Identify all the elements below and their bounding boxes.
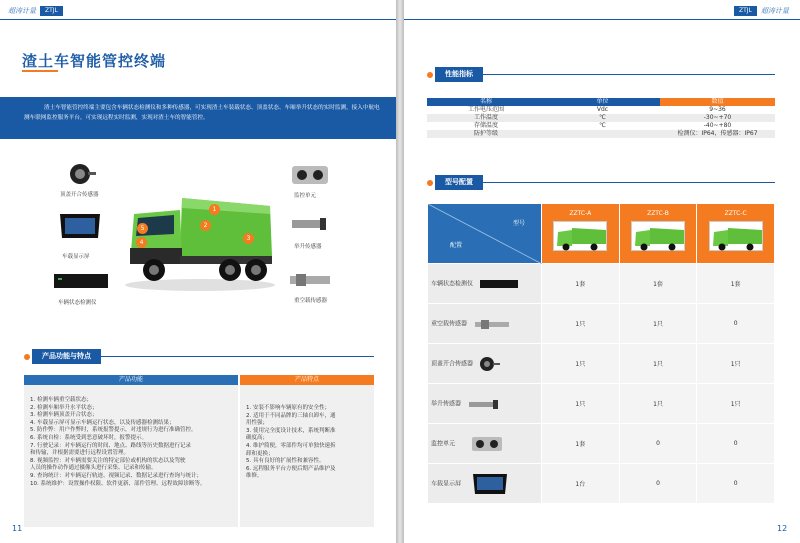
feature-item: 5. 具有良好的扩展性和兼容性。	[246, 458, 325, 465]
config-cell: 0	[697, 464, 775, 504]
table-cell: -30~+70	[660, 114, 775, 122]
section-dot	[24, 354, 30, 360]
config-row-label-cell	[428, 464, 542, 504]
marker-5: 5	[137, 223, 148, 234]
functions-header: 产品功能	[24, 375, 238, 385]
function-item: 9. 查询统计：对车辆运行轨迹、视频记录、数据记录进行查询与统计；	[30, 472, 202, 479]
function-item: 2. 检测车厢举升水平状态；	[30, 404, 98, 411]
feature-item: 维修。	[246, 473, 263, 480]
config-cell: 1套	[697, 264, 775, 304]
function-item: 6. 系统自检：系统受到恶意破坏时，报警提示。	[30, 434, 147, 441]
table-cell: ℃	[545, 114, 660, 122]
detector-label: 车辆状态检测仪	[58, 300, 97, 306]
function-item: 8. 视频监控：对车辆需要关注的特定部位或机构的状态以及驾驶	[30, 457, 186, 464]
feature-item: 2. 适用于不同品牌的三轴自卸车，通	[246, 412, 336, 419]
function-item: 人员的操作动作通过摄像头进行采集、记录和传输。	[30, 465, 157, 472]
function-item: 7. 行驶记录：对车辆运行的时间、地点、路线等历史数据进行记录	[30, 442, 191, 449]
model-name: ZZTC-A	[569, 210, 592, 217]
page-number-right: 12	[777, 524, 788, 533]
perf-section-title: 性能指标	[435, 67, 483, 82]
feature-item: 1. 安装不影响车辆原有的安全性；	[246, 405, 330, 411]
section-dot	[427, 180, 433, 186]
brand-name: 超涛计量	[760, 7, 789, 15]
table-cell: Vdc	[596, 106, 609, 113]
config-cell: 1只	[619, 344, 697, 384]
config-row-label-cell	[428, 384, 542, 424]
top-cover-sensor-image	[66, 162, 96, 186]
config-row-label: 车载显示屏	[431, 480, 462, 487]
table-cell: 检测仪：IP64，传感器：IP67	[660, 130, 775, 138]
corner-bottom-label: 配置	[450, 242, 463, 249]
config-cell: 1台	[542, 464, 620, 504]
config-row-label-cell	[428, 304, 542, 344]
table-row	[427, 122, 775, 130]
camera-image	[290, 164, 330, 186]
config-row-label: 举升传感器	[431, 400, 462, 407]
config-cell: 1套	[619, 264, 697, 304]
table-row	[427, 130, 775, 138]
features-section-header	[24, 349, 374, 364]
model-name: ZZTC-B	[647, 210, 669, 217]
model-header-c	[697, 204, 775, 264]
config-row	[428, 424, 775, 464]
config-cell: 0	[619, 464, 697, 504]
page-title: 渣土车智能管控终端	[22, 52, 167, 70]
config-corner-cell	[428, 204, 542, 264]
brand-name: 超涛计量	[8, 7, 36, 15]
config-row-label-cell	[428, 264, 542, 304]
table-cell: 防护等级	[427, 130, 545, 138]
config-cell: 1套	[542, 264, 620, 304]
config-cell: 1只	[619, 384, 697, 424]
config-cell: 1只	[697, 344, 775, 384]
config-row	[428, 344, 775, 384]
config-cell: 1只	[542, 384, 620, 424]
title-underline	[22, 70, 58, 72]
table-header-row	[427, 98, 775, 106]
features-section-title: 产品功能与特点	[32, 349, 101, 364]
config-section-title: 型号配置	[435, 175, 483, 190]
config-cell: 1只	[542, 304, 620, 344]
brand-code: ZTJL	[734, 6, 757, 16]
load-sensor-icon	[473, 318, 513, 330]
config-row-label: 顶盖开合传感器	[431, 360, 474, 367]
page-number-left: 11	[12, 524, 23, 533]
table-cell: -40~+80	[703, 122, 732, 129]
config-table	[427, 203, 775, 504]
lift-sensor-icon	[467, 398, 501, 410]
load-sensor-image	[288, 270, 338, 290]
config-row	[428, 384, 775, 424]
marker-4: 4	[136, 237, 147, 248]
table-cell: 工作温度	[427, 114, 545, 122]
marker-3: 3	[243, 233, 254, 244]
lift-sensor-image	[290, 214, 330, 234]
brand-code: ZTJL	[40, 6, 63, 16]
corner-diagonal	[428, 204, 542, 264]
brand-header-left	[8, 6, 63, 16]
performance-table	[427, 98, 775, 138]
feature-item: 卸和更换；	[246, 450, 274, 457]
lift-sensor-label: 举升传感器	[294, 244, 322, 250]
intro-text: 渣土车智能管控终端主要包含车辆状态检测仪和多种传感器，可实现渣土车装载状态、顶盖状态、车厢举升状态的实时监测，接入中航电测车联网监控服务平台，可实现远程实时监测，实现对渣土车的智能管控。	[0, 97, 396, 139]
function-item: 3. 检测车辆顶盖开合状态；	[30, 412, 98, 419]
config-cell: 1只	[697, 384, 775, 424]
feature-item: 3. 使用完全度设计技术，系统判断准	[246, 427, 336, 434]
table-cell: 存储温度	[473, 122, 498, 129]
config-row	[428, 264, 775, 304]
config-row-label-cell	[428, 344, 542, 384]
config-cell: 1套	[542, 424, 620, 464]
top-cover-sensor-label: 顶盖开合传感器	[60, 192, 99, 198]
table-cell	[545, 130, 660, 138]
detector-icon	[479, 278, 519, 290]
col-header: 单位	[545, 98, 660, 106]
truck-thumbnail	[709, 221, 763, 251]
config-row-label: 车辆状态检测仪	[431, 280, 474, 287]
config-row-label: 监控单元	[431, 440, 456, 447]
camera-icon	[471, 436, 503, 452]
marker-2: 2	[200, 220, 211, 231]
header-rule	[404, 19, 800, 20]
model-header-a	[542, 204, 620, 264]
config-cell: 0	[697, 304, 775, 344]
config-cell: 1只	[619, 304, 697, 344]
features-header: 产品特点	[240, 375, 374, 385]
table-cell: ℃	[599, 122, 606, 129]
functions-list	[24, 385, 238, 527]
load-sensor-label: 重空载传感器	[294, 298, 328, 304]
function-item: 和传输，并根据需要进行远程设置管理。	[30, 450, 130, 457]
top-cover-sensor-icon	[479, 356, 501, 372]
config-cell: 0	[619, 424, 697, 464]
section-rule	[101, 356, 374, 357]
book-gutter	[396, 0, 404, 543]
config-cell: 0	[697, 424, 775, 464]
col-header: 名称	[427, 98, 545, 106]
config-row	[428, 304, 775, 344]
config-section-header	[427, 175, 775, 190]
config-row	[428, 464, 775, 504]
table-cell: 9~36	[709, 106, 726, 113]
model-header-b	[619, 204, 697, 264]
detector-image	[52, 270, 110, 290]
camera-label: 监控单元	[294, 193, 317, 199]
display-image	[56, 212, 102, 242]
table-row	[427, 106, 775, 114]
function-item: 1. 检测车辆重空载状态；	[30, 397, 92, 403]
col-header: 数值	[660, 98, 775, 106]
function-item: 5. 防作弊：用户作弊时，系统报警提示，对违规行为进行准确管控。	[30, 427, 197, 434]
feature-item: 用性强；	[246, 420, 269, 427]
function-item: 4. 车载显示屏可显示车辆运行状态，以及传感器检测结果；	[30, 419, 175, 426]
section-rule	[483, 182, 775, 183]
table-cell: 工作电压范围	[467, 106, 504, 113]
left-page	[0, 0, 396, 543]
feature-item: 确度高；	[246, 435, 269, 442]
feature-item: 6. 远程服务平台方便后期产品维护及	[246, 465, 336, 472]
config-cell: 1只	[542, 344, 620, 384]
section-rule	[483, 74, 775, 75]
display-label: 车载显示屏	[62, 254, 90, 260]
function-item: 10. 系统维护：设置操作权限、软件更新、部件管理、远程故障诊断等。	[30, 480, 206, 487]
display-icon	[471, 472, 509, 496]
feature-item: 4. 维护简便，零部件均可单独快速拆	[246, 442, 336, 449]
brand-header-right	[734, 6, 789, 16]
config-row-label-cell	[428, 424, 542, 464]
corner-top-label: 型号	[512, 220, 525, 227]
perf-section-header	[427, 67, 775, 82]
header-rule	[0, 19, 396, 20]
table-row	[427, 114, 775, 122]
section-dot	[427, 72, 433, 78]
features-list	[240, 385, 374, 527]
marker-1: 1	[209, 204, 220, 215]
truck-thumbnail	[631, 221, 685, 251]
config-row-label: 重空载传感器	[431, 320, 468, 327]
truck-thumbnail	[553, 221, 607, 251]
config-header-row	[428, 204, 775, 264]
model-name: ZZTC-C	[724, 210, 747, 217]
